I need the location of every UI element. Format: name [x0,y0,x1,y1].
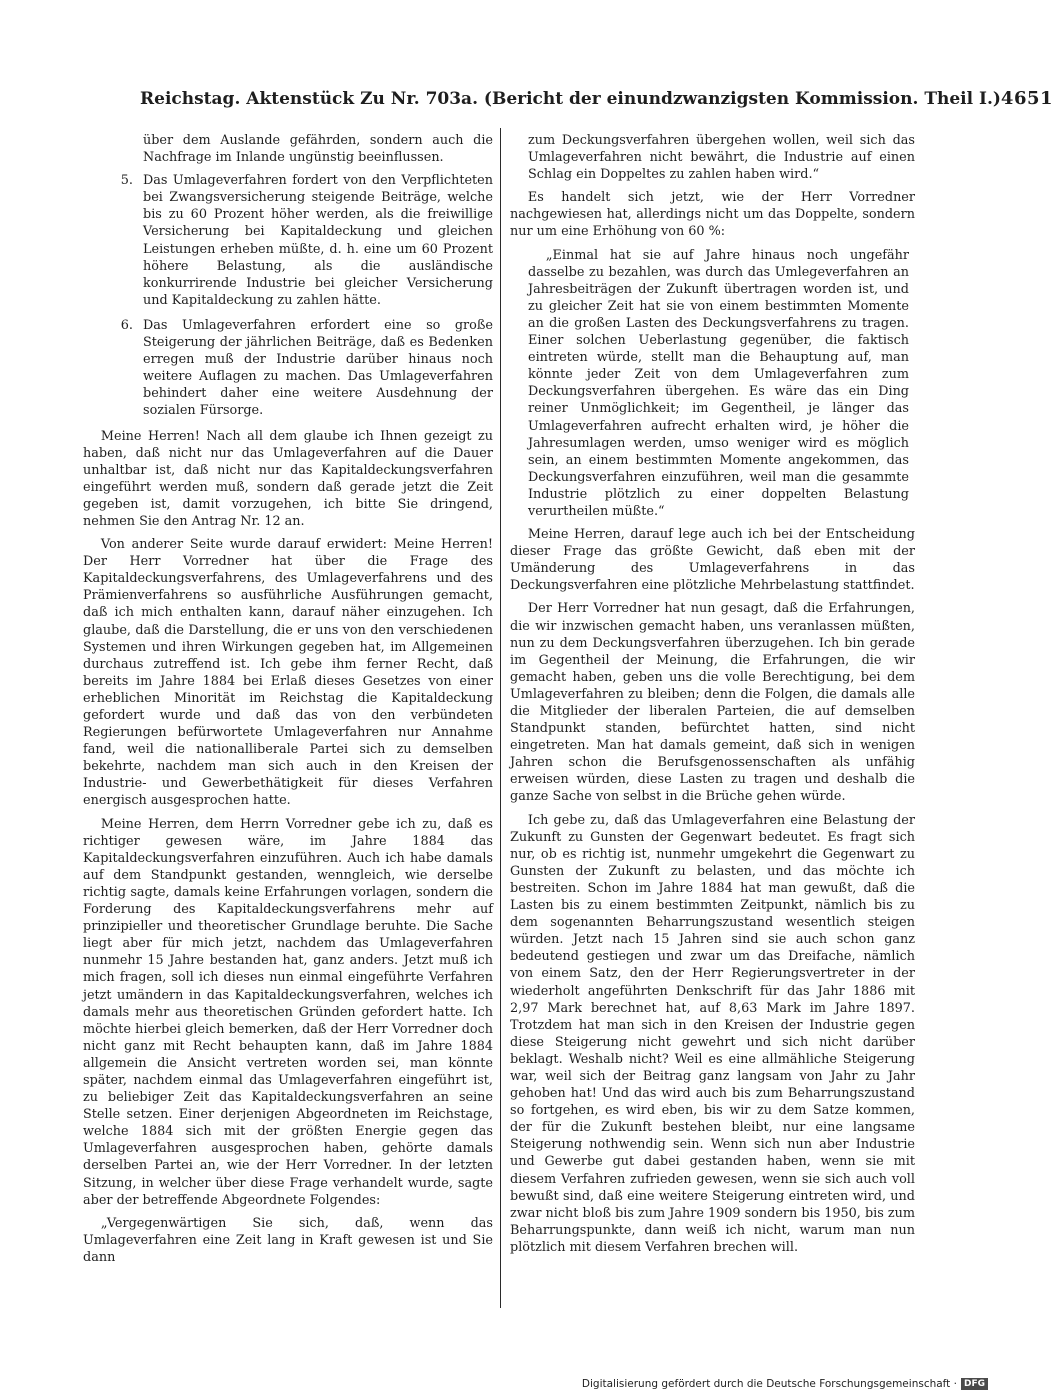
list-item-number: 5. [120,173,133,189]
paragraph: Ich gebe zu, daß das Umlageverfahren eine Belastung der Zukunft zu Gunsten der Gegenwart bedeutet. Es fragt sich nur, ob es richtig ist, nunmehr umgekehrt die Gegenwart zu Gunsten der Zukunft zu belasten, und das möchte ich bestreiten. Schon im Jahre 1884 hat man gewußt, daß die Lasten bis zu einem bestimmten Zeitpunkt, nämlich bis zu dem sogenannten Beharrungszustand wesentlich steigen würden. Jetzt nach 15 Jahren sind sie auch schon ganz bedeutend gestiegen und zwar um das Dreifache, nämlich von einem Satz, den der Herr Regierungsvertreter in der wiederholt angeführten Denkschrift für das Jahr 1886 mit 2,97 Mark berechnet hat, auf 8,63 Mark im Jahre 1897. Trotzdem hat man sich in den Kreisen der Industrie gegen diese Steigerung nicht gewehrt und sich nicht darüber beklagt. Weshalb nicht? Weil es eine allmähliche Steigerung war, weil sich der Beitrag ganz langsam von Jahr zu Jahr gehoben hat! Und das wird auch bis zum Beharrungszustand so fortgehen, es wird eben, bis wir zu dem Satze kommen, der für die Zukunft bestehen bleibt, nur eine langsame Steigerung nothwendig sein. Wenn sich nun aber Industrie und Gewerbe gut dabei gestanden haben, wenn sie mit diesem Verfahren zufrieden gewesen, wenn sie sich auch voll bewußt sind, daß eine weitere Steigerung eintreten wird, und zwar nicht bloß bis zum Jahre 1909 sondern bis 1950, bis zum Beharrungspunkte, dann weiß ich nicht, warum man nun plötzlich mit diesem Verfahren brechen will. [510,812,915,1255]
digitization-footer [582,1378,988,1390]
quote-continuation: zum Deckungsverfahren übergehen wollen, weil sich das Umlageverfahren nicht bewährt, die Industrie auf einen Schlag ein Doppeltes zu zahlen haben wird.“ [528,133,915,183]
page-number: 4651 [1000,88,1053,109]
page-header [140,88,1053,109]
block-quote [510,247,915,521]
quote-text: „Einmal hat sie auf Jahre hinaus noch ungefähr dasselbe zu bezahlen, was durch das Umlegeverfahren an Jahresbeiträgen der Zukunft übertragen worden ist, und zu gleicher Zeit hat sie von einem bestimmten Momente an die großen Lasten des Deckungsverfahrens zu tragen. Einer solchen Ueberlastung gegenüber, die faktisch eintreten würde, stellt man die Behauptung auf, man könnte jeder Zeit von dem Umlageverfahren zum Deckungsverfahren übergehen. Es wäre das ein Ding reiner Unmöglichkeit; im Gegentheil, je länger das Umlageverfahren aufrecht erhalten wird, je höher die Jahresumlagen werden, umso weniger wird es möglich sein, an einem bestimmten Momente angekommen, das Deckungsverfahren einzuführen, weil man die gesammte Industrie plötzlich zu einer doppelten Belastung verurtheilen müßte.“ [528,247,909,519]
quote-start: „Vergegenwärtigen Sie sich, daß, wenn das Umlageverfahren eine Zeit lang in Kraft gewesen ist und Sie dann [83,1215,493,1265]
list-item [83,317,493,420]
list-item-text: Das Umlageverfahren fordert von den Verpflichteten bei Zwangsversicherung steigende Beiträge, welche bis zu 60 Prozent höher werden, als die freiwillige Versicherung bei Kapitaldeckung und gleichen Leistungen erheben müßte, d. h. eine um 60 Prozent höhere Belastung, als die ausländische konkurrirende Industrie bei gleicher Versicherung und Kapitaldeckung zu zahlen hätte. [143,173,493,308]
footer-text: Digitalisierung gefördert durch die Deutsche Forschungsgemeinschaft · [581,1378,957,1390]
paragraph: Es handelt sich jetzt, wie der Herr Vorredner nachgewiesen hat, allerdings nicht um das Doppelte, sondern nur um eine Erhöhung von 60 %: [510,190,915,240]
list-item-continuation: über dem Auslande gefährden, sondern auch die Nachfrage im Inlande ungünstig beeinflussen. [143,133,493,166]
paragraph: Von anderer Seite wurde darauf erwidert: Meine Herren! Der Herr Vorredner hat über die Frage des Kapitaldeckungsverfahrens, des Umlageverfahrens und des Prämienverfahrens so ausführliche Ausführungen gemacht, daß ich mich enthalten kann, darauf näher einzugehen. Ich glaube, daß die Darstellung, die er uns von den verschiedenen Systemen und ihren Wirkungen gegeben hat, im Allgemeinen durchaus zutreffend ist. Ich gebe ihm ferner Recht, daß bereits im Jahre 1884 bei Erlaß dieses Gesetzes von einer erheblichen Minorität im Reichstag die Kapitaldeckung gefordert wurde und daß das von den verbündeten Regierungen befürwortete Umlageverfahren nur Annahme fand, weil die nationalliberale Partei sich zu demselben bekehrte, nachdem man sich auch in den Kreisen der Industrie- und Gewerbethätigkeit für dieses Verfahren energisch ausgesprochen hatte. [83,537,493,809]
header-title: Reichstag. Aktenstück Zu Nr. 703a. (Bericht der einundzwanzigsten Kommission. Theil I.) [140,89,1001,109]
column-divider [500,128,501,1308]
right-column [510,132,915,1262]
list-item [83,172,493,309]
paragraph: Meine Herren! Nach all dem glaube ich Ihnen gezeigt zu haben, daß nicht nur das Umlageverfahren auf die Dauer unhaltbar ist, daß nicht nur das Kapitaldeckungsverfahren eingeführt werden muß, sondern daß gerade jetzt die Zeit gegeben ist, damit vorzugehen, ich bitte Sie dringend, nehmen Sie den Antrag Nr. 12 an. [83,428,493,529]
list-item-number: 6. [120,317,133,333]
paragraph: Der Herr Vorredner hat nun gesagt, daß die Erfahrungen, die wir inzwischen gemacht haben, uns veranlassen müßten, nun zu dem Deckungsverfahren überzugehen. Ich bin gerade im Gegentheil der Meinung, die Erfahrungen, die wir gemacht haben, geben uns die volle Berechtigung, bei dem Umlageverfahren zu bleiben; denn die Folgen, die damals alle die Mitglieder der liberalen Parteien, die auf demselben Standpunkt standen, befürchtet hatten, sind nicht eingetreten. Man hat damals gemeint, daß sich in wenigen Jahren schon die Berufsgenossenschaften als unfähig erweisen würden, diese Lasten zu tragen und deshalb die ganze Sache von selbst in die Brüche gehen würde. [510,601,915,805]
dfg-logo: DFG [961,1378,988,1390]
left-column [83,132,493,1272]
paragraph: Meine Herren, darauf lege auch ich bei der Entscheidung dieser Frage das größte Gewicht, daß eben mit der Umänderung des Umlageverfahrens in das Deckungsverfahren eine plötzliche Mehrbelastung stattfindet. [510,527,915,594]
paragraph: Meine Herren, dem Herrn Vorredner gebe ich zu, daß es richtiger gewesen wäre, im Jahre 1884 das Kapitaldeckungsverfahren einzuführen. Auch ich habe damals auf dem Standpunkt gestanden, wenngleich, wie derselbe richtig sagte, damals keine Erfahrungen vorlagen, sondern die Forderung des Kapitaldeckungsverfahrens mehr auf prinzipieller und theoretischer Grundlage beruhte. Die Sache liegt aber für mich jetzt, nachdem das Umlageverfahren nunmehr 15 Jahre bestanden hat, ganz anders. Jetzt muß ich mich fragen, soll ich dieses nun einmal eingeführte Verfahren jetzt umändern in das Kapitaldeckungsverfahren, welches ich damals mehr aus theoretischen Gründen gefordert hatte. Ich möchte hierbei gleich bemerken, daß der Herr Vorredner doch nicht ganz mit Recht behaupten kann, daß im Jahre 1884 allgemein die Ansicht vertreten worden sei, man könnte später, nachdem einmal das Umlageverfahren eingeführt ist, zu beliebiger Zeit das Kapitaldeckungsverfahren an seine Stelle setzen. Einer derjenigen Abgeordneten im Reichstage, welche 1884 sich mit der größten Energie gegen das Umlageverfahren ausgesprochen haben, gehörte damals derselben Partei an, wie der Herr Vorredner. In der letzten Sitzung, in welcher über diese Frage verhandelt wurde, sagte aber der betreffende Abgeordnete Folgendes: [83,816,493,1208]
list-item-text: Das Umlageverfahren erfordert eine so große Steigerung der jährlichen Beiträge, daß es Bedenken erregen muß der Industrie darüber hinaus noch weitere Auflagen zu machen. Das Umlageverfahren behindert daher eine weitere Ausdehnung der sozialen Fürsorge. [143,317,493,419]
